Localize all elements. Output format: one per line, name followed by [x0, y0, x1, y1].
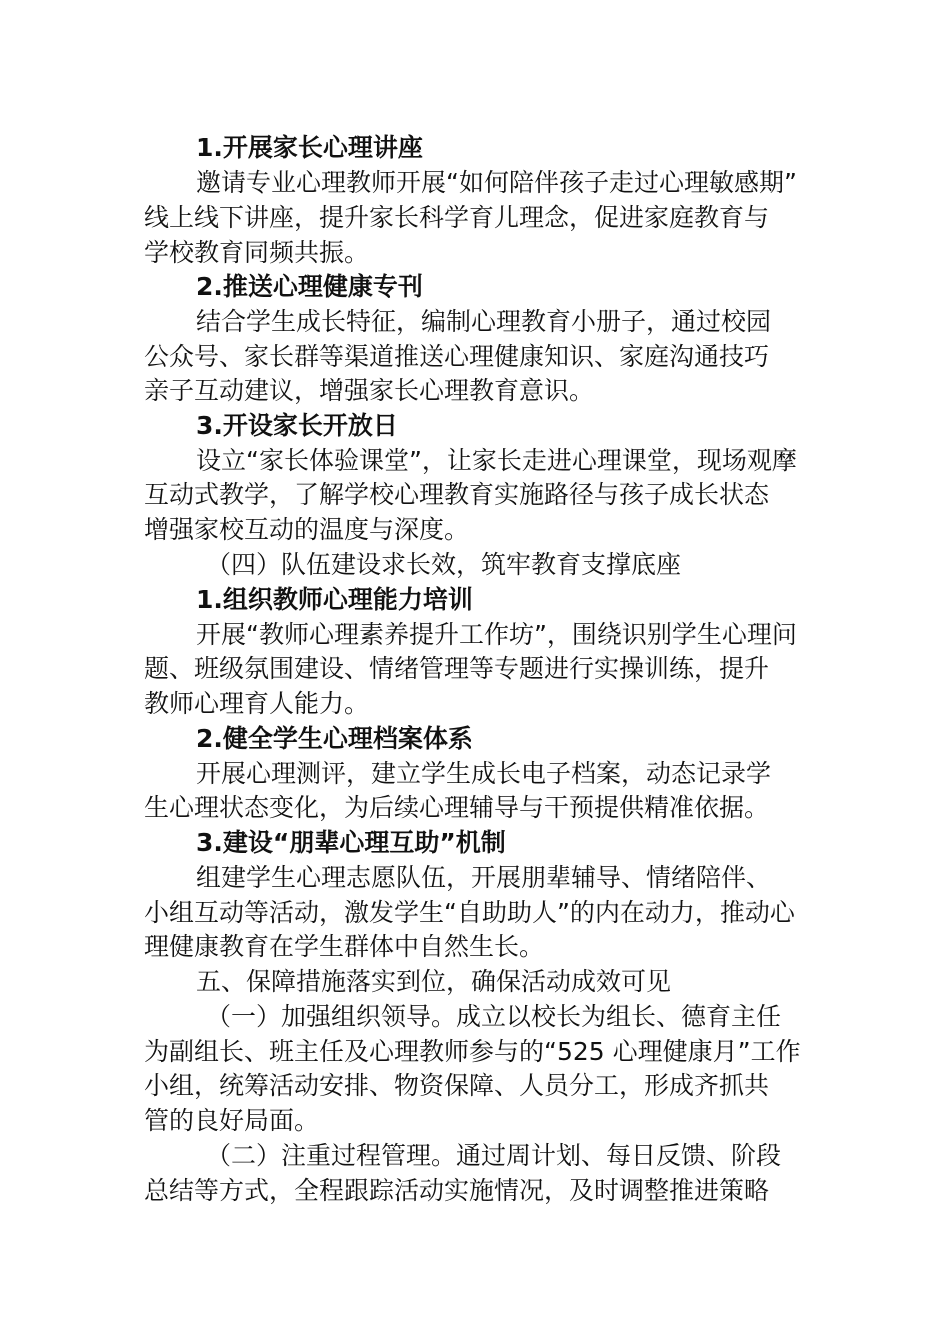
paragraph-line: 开展“教师心理素养提升工作坊”，围绕识别学生心理问	[196, 620, 797, 649]
paragraph-line: 开展心理测评，建立学生成长电子档案，动态记录学	[196, 759, 772, 788]
paragraph-line: 互动式教学，了解学校心理教育实施路径与孩子成长状态	[144, 480, 770, 509]
paragraph-line: 邀请专业心理教师开展“如何陪伴孩子走过心理敏感期”	[196, 168, 797, 197]
paragraph-line: 线上线下讲座，提升家长科学育儿理念，促进家庭教育与	[144, 203, 770, 232]
heading-parent-lecture: 1.开展家长心理讲座	[196, 133, 423, 162]
paragraph-line: 总结等方式，全程跟踪活动实施情况，及时调整推进策略	[144, 1176, 770, 1205]
paragraph-line: 结合学生成长特征，编制心理教育小册子，通过校园	[196, 307, 772, 336]
paragraph-line: 增强家校互动的温度与深度。	[144, 515, 470, 544]
paragraph-line: （一）加强组织领导。成立以校长为组长、德育主任	[206, 1002, 782, 1031]
paragraph-line: 小组，统筹活动安排、物资保障、人员分工，形成齐抓共	[144, 1071, 770, 1100]
paragraph-line: 题、班级氛围建设、情绪管理等专题进行实操训练，提升	[144, 654, 770, 683]
paragraph-line: （二）注重过程管理。通过周计划、每日反馈、阶段	[206, 1141, 782, 1170]
heading-teacher-training: 1.组织教师心理能力培训	[196, 585, 473, 614]
heading-push-journal: 2.推送心理健康专刊	[196, 272, 423, 301]
paragraph-line: 理健康教育在学生群体中自然生长。	[144, 932, 545, 961]
heading-open-day: 3.开设家长开放日	[196, 411, 398, 440]
section-heading-five: 五、保障措施落实到位，确保活动成效可见	[196, 967, 672, 996]
paragraph-line: 教师心理育人能力。	[144, 689, 370, 718]
paragraph-line: 为副组长、班主任及心理教师参与的“525 心理健康月”工作	[144, 1037, 801, 1066]
paragraph-line: 小组互动等活动，激发学生“自助助人”的内在动力，推动心	[144, 898, 795, 927]
paragraph-line: 亲子互动建议，增强家长心理教育意识。	[144, 376, 595, 405]
heading-student-archive: 2.健全学生心理档案体系	[196, 724, 473, 753]
paragraph-line: 公众号、家长群等渠道推送心理健康知识、家庭沟通技巧	[144, 342, 770, 371]
heading-peer-support: 3.建设“朋辈心理互助”机制	[196, 828, 506, 857]
paragraph-line: 生心理状态变化，为后续心理辅导与干预提供精准依据。	[144, 793, 770, 822]
paragraph-line: 管的良好局面。	[144, 1106, 320, 1135]
section-heading-four: （四）队伍建设求长效，筑牢教育支撑底座	[206, 550, 682, 579]
paragraph-line: 组建学生心理志愿队伍，开展朋辈辅导、情绪陪伴、	[196, 863, 772, 892]
paragraph-line: 学校教育同频共振。	[144, 238, 370, 267]
paragraph-line: 设立“家长体验课堂”，让家长走进心理课堂，现场观摩	[196, 446, 797, 475]
